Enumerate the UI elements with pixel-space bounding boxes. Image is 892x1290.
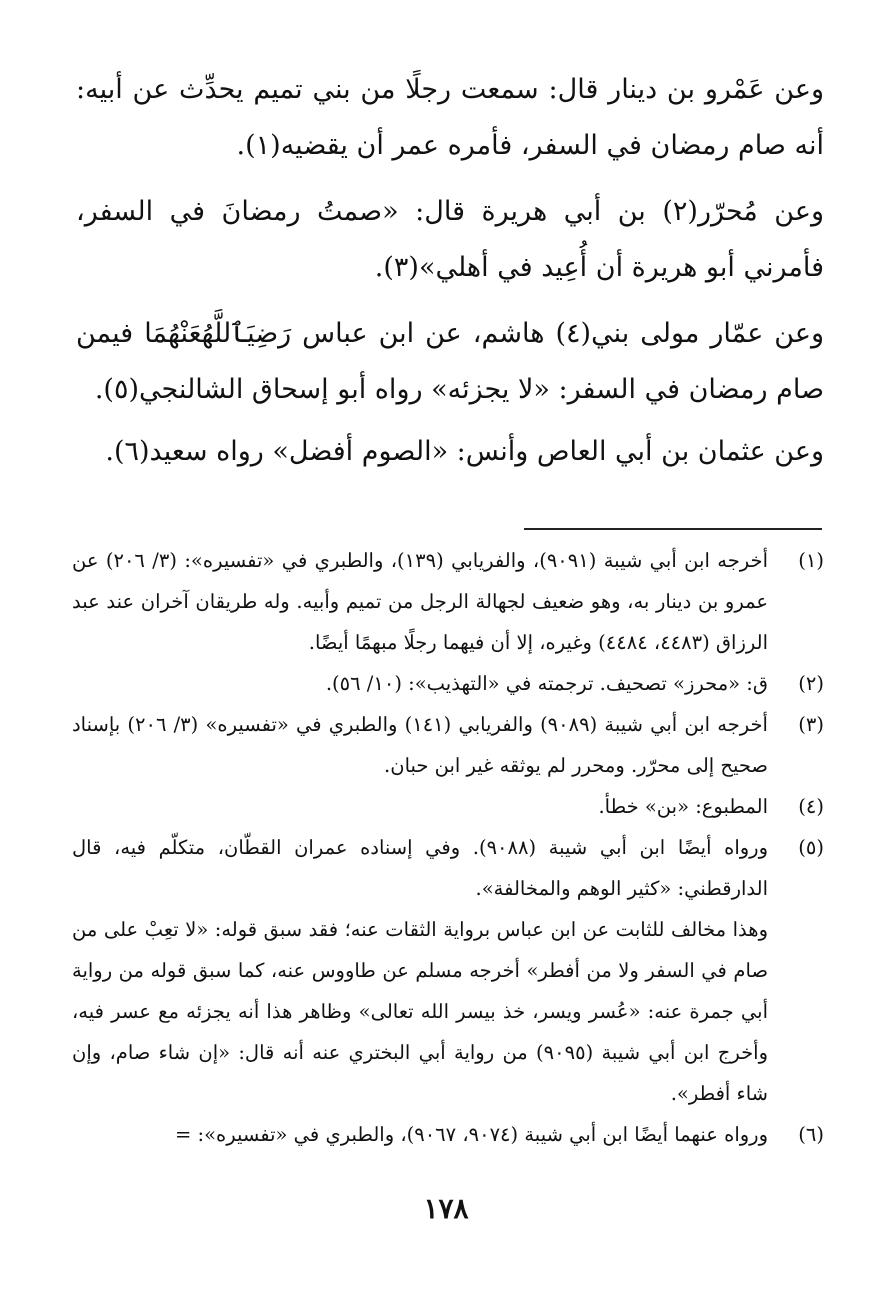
footnote-number: (٥) [798,836,824,859]
footnote-number: (٢) [798,672,824,695]
footnote-number: (٣) [798,713,824,736]
paragraph-uthman-anas: وعن عثمان بن أبي العاص وأنس: «الصوم أفضل» رواه سعيد(٦). [105,436,824,467]
footnote-number: (٤) [798,795,824,818]
footnote-text: المطبوع: «بن» خطأ. [598,795,768,818]
footnote-text: أخرجه ابن أبي شيبة (٩٠٨٩) والفريابي (١٤١) والطبري في «تفسيره» (٣/ ٢٠٦) بإسناد صحيح إلى محرّر. ومحرر لم يوثقه غير ابن حبان. [72,713,768,777]
page-number: ١٧٨ [423,1192,469,1225]
paragraph-ammar: وعن عمّار مولى بني(٤) هاشم، عن ابن عباس رَضِيَٱللَّهُعَنْهُمَا فيمن صام رمضان في السفر: «لا يجزئه» رواه أبو إسحاق الشالنجي(٥). [76,318,824,405]
footnote-text: ورواه أيضًا ابن أبي شيبة (٩٠٨٨). وفي إسناده عمران القطّان، متكلّم فيه، قال الدارقطني: «كثير الوهم والمخالفة». [72,836,768,900]
footnote-continuation: وهذا مخالف للثابت عن ابن عباس برواية الثقات عنه؛ فقد سبق قوله: «لا تعِبْ على من صام في السفر ولا من أفطر» أخرجه مسلم عن طاووس عنه، كما سبق قوله من رواية أبي جمرة عنه: «عُسر ويسر، خذ بيسر الله تعالى» وظاهر هذا أنه يجزئه مع عسر فيه، وأخرج ابن أبي شيبة (٩٠٩٥) من رواية أبي البختري عنه أنه قال: «إن شاء صام، وإن شاء أفطر». [72,918,768,1105]
footnote [72,540,824,663]
paragraph-amr-ibn-dinar: وعن عَمْرو بن دينار قال: سمعت رجلًا من بني تميم يحدِّث عن أبيه: أنه صام رمضان في السفر، فأمره عمر أن يقضيه(١). [76,74,824,161]
footnote-number: (١) [798,549,824,572]
footnote-text: أخرجه ابن أبي شيبة (٩٠٩١)، والفريابي (١٣٩)، والطبري في «تفسيره»: (٣/ ٢٠٦) عن عمرو بن دينار به، وهو ضعيف لجهالة الرجل من تميم وأبيه. وله طريقان آخران عند عبد الرزاق (٤٤٨٣، ٤٤٨٤) وغيره، إلا أن فيهما رجلًا مبهمًا أيضًا. [72,549,768,654]
footnote-text: ورواه عنهما أيضًا ابن أبي شيبة (٩٠٧٤، ٩٠٦٧)، والطبري في «تفسيره»: = [174,1123,768,1146]
footnote [72,1114,824,1155]
paragraph-muharrar: وعن مُحرّر(٢) بن أبي هريرة قال: «صمتُ رمضانَ في السفر، فأمرني أبو هريرة أن أُعِيد في أهلي»(٣). [76,196,824,283]
footnote-number: (٦) [798,1123,824,1146]
footnote [72,786,824,827]
footnote [72,827,824,1114]
footnotes [72,540,824,1155]
footnote [72,663,824,704]
footnote-separator [524,528,822,530]
footnote [72,704,824,786]
footnote-text: ق: «محرز» تصحيف. ترجمته في «التهذيب»: (١٠/ ٥٦). [325,672,768,695]
